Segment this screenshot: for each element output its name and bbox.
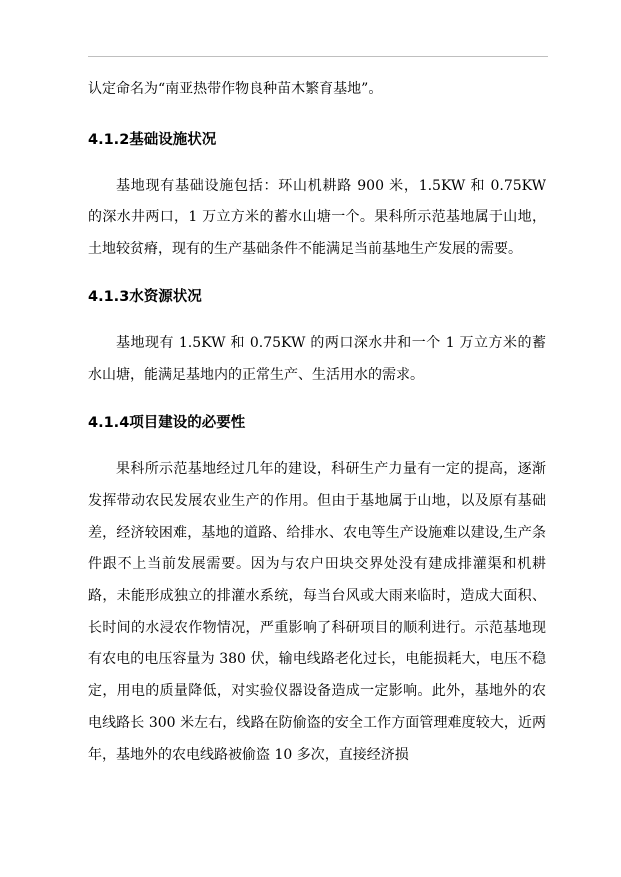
section-paragraph-water-resources: 基地现有 1.5KW 和 0.75KW 的两口深水井和一个 1 万立方米的蓄水山塘，能满足基地内的正常生产、生活用水的需求。 xyxy=(88,334,546,383)
section-heading-water-resources: 4.1.3水资源状况 xyxy=(88,288,202,305)
section-paragraph-infrastructure: 基地现有基础设施包括：环山机耕路 900 米，1.5KW 和 0.75KW 的深水井两口，1 万立方米的蓄水山塘一个。果科所示范基地属于山地，土地较贫瘠，现有的生产基础条件不能满足当前基地生产发展的需要。 xyxy=(88,177,546,258)
intro-line: 认定命名为“南亚热带作物良种苗木繁育基地”。 xyxy=(88,81,383,97)
section-paragraph-necessity: 果科所示范基地经过几年的建设，科研生产力量有一定的提高，逐渐发挥带动农民发展农业生产的作用。但由于基地属于山地，以及原有基础差，经济较困难，基地的道路、给排水、农电等生产设施难以建设,生产条件跟不上当前发展需要。因为与农户田块交界处没有建成排灌渠和机耕路，未能形成独立的排灌水系统，每当台风或大雨来临时，造成大面积、长时间的水浸农作物情况，严重影响了科研项目的顺利进行。示范基地现有农电的电压容量为 380 伏，输电线路老化过长，电能损耗大，电压不稳定，用电的质量降低，对实验仪器设备造成一定影响。此外，基地外的农电线路长 300 米左右，线路在防偷盗的安全工作方面管理难度较大，近两年，基地外的农电线路被偷盗 10 多次，直接经济损 xyxy=(88,461,546,763)
section-heading-necessity: 4.1.4项目建设的必要性 xyxy=(88,415,246,432)
document-body xyxy=(88,74,546,771)
header-rule xyxy=(88,56,548,57)
section-heading-infrastructure: 4.1.2基础设施状况 xyxy=(88,131,217,148)
